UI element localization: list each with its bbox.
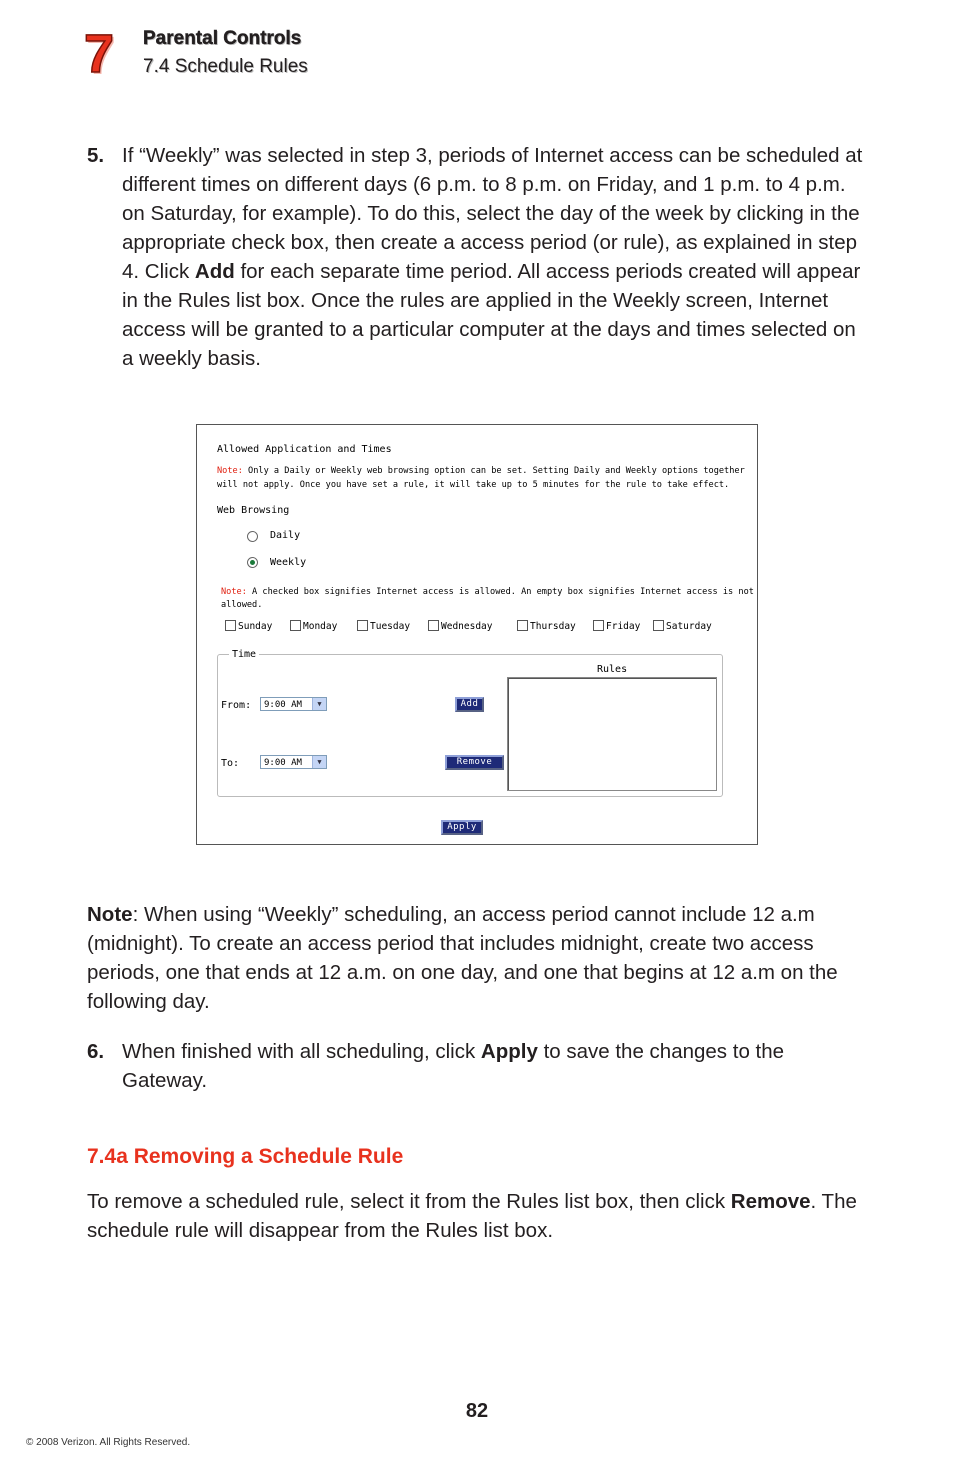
remove-button[interactable]: Remove	[445, 755, 504, 770]
thursday-checkbox[interactable]	[517, 620, 528, 631]
remove-rule-paragraph: To remove a scheduled rule, select it from the Rules list box, then click Remove. The schedule rule will disappear from the Rules list box.	[87, 1190, 857, 1242]
rules-list-box[interactable]	[507, 677, 717, 791]
daily-label: Daily	[270, 530, 301, 541]
panel-title: Allowed Application and Times	[217, 444, 392, 455]
chevron-down-icon: ▼	[312, 756, 326, 768]
weekly-label: Weekly	[270, 557, 307, 568]
note-2-line-2: allowed.	[221, 600, 263, 610]
step-6-number: 6.	[87, 1040, 105, 1063]
subsection-heading: 7.4a Removing a Schedule Rule	[87, 1145, 404, 1168]
saturday-label: Saturday	[666, 621, 712, 632]
monday-checkbox[interactable]	[290, 620, 301, 631]
tuesday-label: Tuesday	[370, 621, 411, 632]
chapter-title: Parental Controls	[143, 28, 302, 49]
note-1-line-2: will not apply. Once you have set a rule, it will take up to 5 minutes for the rule to take effect.	[217, 480, 730, 490]
copyright: © 2008 Verizon. All Rights Reserved.	[26, 1437, 191, 1448]
daily-radio[interactable]	[247, 531, 258, 542]
from-time-select[interactable]	[260, 697, 327, 711]
note-2-line-1: Note: A checked box signifies Internet access is allowed. An empty box signifies Internet access is not	[221, 587, 754, 597]
note-paragraph: Note: When using “Weekly” scheduling, an access period cannot include 12 a.m (midnight). To create an access period that includes midnight, create two access periods, one that ends at 12 a.m. on one day, and one that begins at 12 a.m on the following day.	[87, 903, 838, 1013]
page-number: 82	[465, 1400, 489, 1422]
parental-controls-screenshot	[196, 424, 758, 845]
tuesday-checkbox[interactable]	[357, 620, 368, 631]
wednesday-checkbox[interactable]	[428, 620, 439, 631]
step-5-number: 5.	[87, 144, 105, 167]
to-label: To:	[221, 758, 240, 769]
step-6-text: When finished with all scheduling, click Apply to save the changes to the Gateway.	[122, 1040, 785, 1092]
saturday-checkbox[interactable]	[653, 620, 664, 631]
weekly-radio[interactable]	[247, 557, 258, 568]
web-browsing-label: Web Browsing	[217, 505, 290, 516]
step-5-text: If “Weekly” was selected in step 3, periods of Internet access can be scheduled at different times on different days (6 p.m. to 8 p.m. on Friday, and 1 p.m. to 4 p.m. on Saturday, for example). To do this, select the day of the week by clicking in the appropriate check box, then create a access period (or rule), as explained in step 4. Click Add for each separate time period. All access periods created will appear in the Rules list box. Once the rules are applied in the Weekly screen, Internet access will be granted to a particular computer at the days and times selected on a weekly basis.	[122, 144, 863, 370]
apply-button[interactable]: Apply	[441, 820, 483, 835]
from-label: From:	[221, 700, 252, 711]
section-title: 7.4 Schedule Rules	[143, 56, 308, 77]
friday-label: Friday	[606, 621, 641, 632]
thursday-label: Thursday	[530, 621, 576, 632]
note-1-line-1: Note: Only a Daily or Weekly web browsing option can be set. Setting Daily and Weekly options together	[217, 466, 745, 476]
to-time-value: 9:00 AM	[264, 758, 302, 768]
chevron-down-icon: ▼	[312, 698, 326, 710]
friday-checkbox[interactable]	[593, 620, 604, 631]
rules-label: Rules	[597, 664, 628, 675]
monday-label: Monday	[303, 621, 338, 632]
chapter-number: 7	[84, 24, 115, 84]
time-legend: Time	[229, 649, 259, 660]
add-button[interactable]: Add	[455, 697, 484, 712]
sunday-checkbox[interactable]	[225, 620, 236, 631]
sunday-label: Sunday	[238, 621, 273, 632]
wednesday-label: Wednesday	[441, 621, 493, 632]
from-time-value: 9:00 AM	[264, 700, 302, 710]
to-time-select[interactable]	[260, 755, 327, 769]
